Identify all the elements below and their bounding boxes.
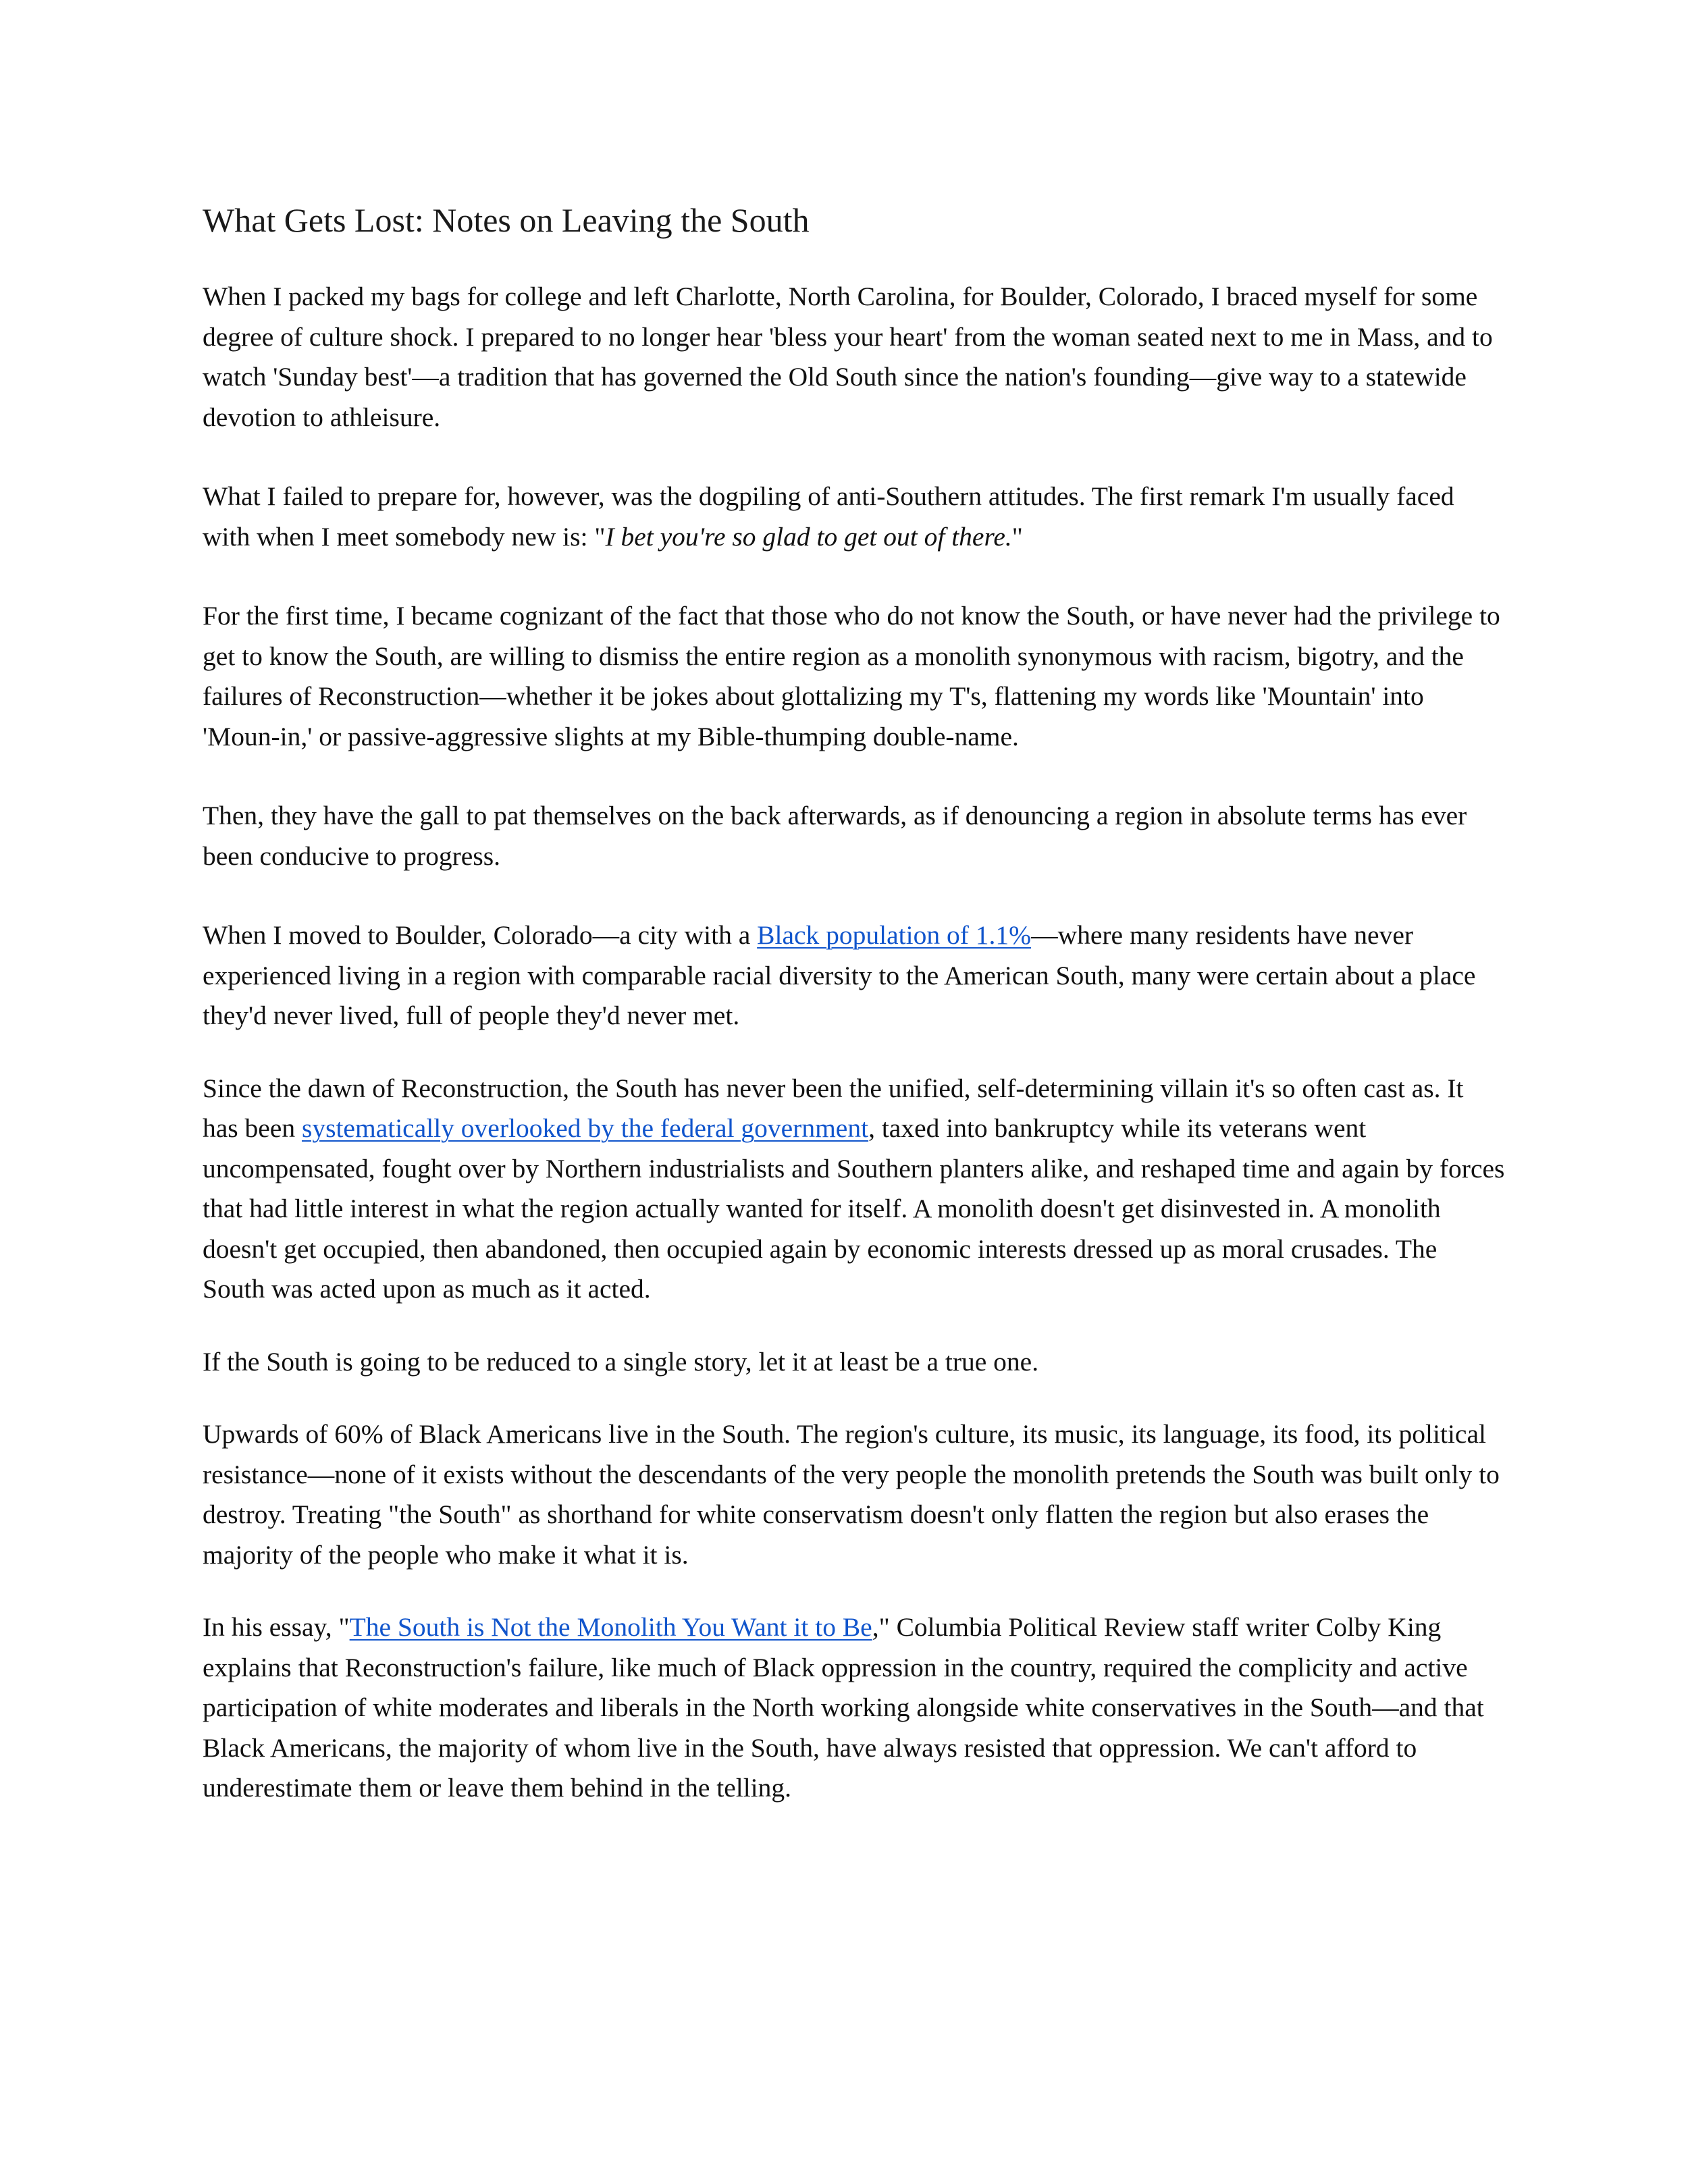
paragraph-5-before: When I moved to Boulder, Colorado—a city with a [203,920,758,950]
paragraph-2-quote: I bet you're so glad to get out of there. [605,521,1012,552]
monolith-essay-link[interactable]: The South is Not the Monolith You Want it to Be [349,1612,872,1642]
paragraph-8: Upwards of 60% of Black Americans live in the South. The region's culture, its music, its language, its food, its political resistance—none of it exists without the descendants of the very people the monolith pretends the South was built only to destroy. Treating "the South" as shorthand for white conservatism doesn't only flatten the region but also erases the majority of the people who make it what it is. [203,1419,1500,1570]
paragraph-2 [203,477,1506,557]
paragraph-9-before: In his essay, " [203,1612,350,1642]
paragraph-2-end: " [1011,521,1023,552]
paragraph-7: If the South is going to be reduced to a single story, let it at least be a true one. [203,1346,1039,1377]
paragraph-6-after: , taxed into bankruptcy while its veterans went uncompensated, fought over by Northern industrialists and Southern planters alike, and reshaped time and again by forces that had little interest in what the region actually wanted for itself. A monolith doesn't get disinvested in. A monolith doesn't get occupied, then abandoned, then occupied again by economic interests dressed up as moral crusades. The South was acted upon as much as it acted. [203,1113,1505,1304]
document-page [203,196,1506,1841]
federal-government-link[interactable]: systematically overlooked by the federal government [301,1113,869,1143]
paragraph-2-text: What I failed to prepare for, however, was the dogpiling of anti-Southern attitudes. The first remark I'm usually faced with when I meet somebody new is: " [203,481,1454,552]
black-population-link[interactable]: Black population of 1.1% [757,920,1032,950]
paragraph-9 [203,1607,1506,1809]
paragraph-1: When I packed my bags for college and left Charlotte, North Carolina, for Boulder, Colorado, I braced myself for some degree of culture shock. I prepared to no longer hear 'bless your heart' from the woman seated next to me in Mass, and to watch 'Sunday best'—a tradition that has governed the Old South since the nation's founding—give way to a statewide devotion to athleisure. [203,282,1493,432]
paragraph-6-before: Since the dawn of Reconstruction, the South has never been the unified, self-determining villain it's so often cast as. It has been [203,1073,1464,1143]
paragraph-9-after: ," Columbia Political Review staff writer Colby King explains that Reconstruction's failure, like much of Black oppression in the country, required the complicity and active participation of white moderates and liberals in the North working alongside white conservatives in the South—and that Black Americans, the majority of whom live in the South, have always resisted that oppression. We can't afford to underestimate them or leave them behind in the telling. [203,1612,1484,1803]
paragraph-5-after: —where many residents have never experienced living in a region with comparable racial diversity to the American South, many were certain about a place they'd never lived, full of people they'd never met. [203,920,1476,1030]
paragraph-6 [203,1069,1506,1310]
paragraph-4: Then, they have the gall to pat themselves on the back afterwards, as if denouncing a region in absolute terms has ever been conducive to progress. [203,801,1467,871]
paragraph-3: For the first time, I became cognizant of the fact that those who do not know the South, or have never had the privilege to get to know the South, are willing to dismiss the entire region as a monolith synonymous with racism, bigotry, and the failures of Reconstruction—whether it be jokes about glottalizing my T's, flattening my words like 'Mountain' into 'Moun-in,' or passive-aggressive slights at my Bible-thumping double-name. [203,601,1500,751]
document-title: What Gets Lost: Notes on Leaving the South [203,201,810,239]
paragraph-5 [203,915,1506,1036]
